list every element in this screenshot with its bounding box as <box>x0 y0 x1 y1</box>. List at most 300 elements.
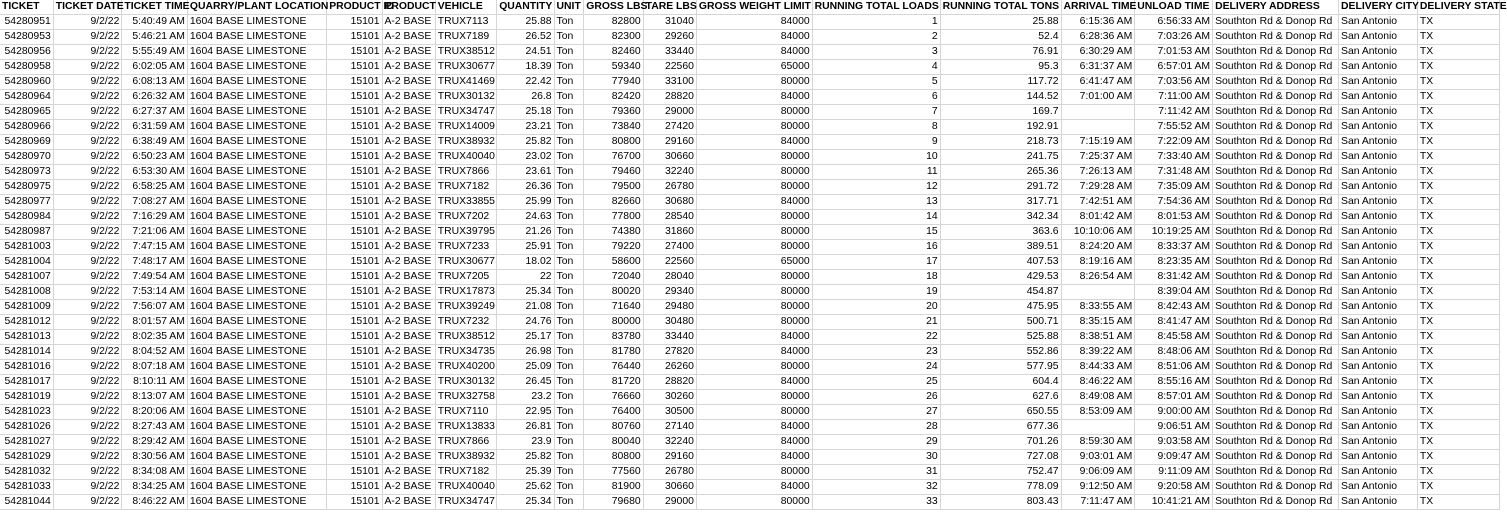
table-cell[interactable]: 54280964 <box>0 90 53 105</box>
table-cell[interactable]: 1604 BASE LIMESTONE <box>187 225 326 240</box>
table-cell[interactable]: 32 <box>812 480 940 495</box>
table-cell[interactable]: 21 <box>812 315 940 330</box>
column-header[interactable]: GROSS LBS <box>584 0 643 15</box>
table-cell[interactable] <box>1061 105 1135 120</box>
table-cell[interactable]: 1604 BASE LIMESTONE <box>187 465 326 480</box>
table-cell[interactable]: 1604 BASE LIMESTONE <box>187 450 326 465</box>
table-cell[interactable]: A-2 BASE <box>382 75 435 90</box>
table-cell[interactable]: A-2 BASE <box>382 495 435 510</box>
table-cell[interactable]: Southton Rd & Donop Rd <box>1213 255 1339 270</box>
table-cell[interactable]: TX <box>1417 480 1499 495</box>
table-cell[interactable]: 429.53 <box>940 270 1061 285</box>
table-cell[interactable]: 15 <box>812 225 940 240</box>
table-cell[interactable]: San Antonio <box>1339 390 1418 405</box>
table-cell[interactable]: A-2 BASE <box>382 450 435 465</box>
table-cell[interactable]: 15101 <box>327 330 382 345</box>
table-cell[interactable]: San Antonio <box>1339 135 1418 150</box>
table-cell[interactable]: 1604 BASE LIMESTONE <box>187 150 326 165</box>
table-cell[interactable]: 54281027 <box>0 435 53 450</box>
table-cell[interactable]: 6:27:37 AM <box>122 105 188 120</box>
table-cell[interactable]: TX <box>1417 120 1499 135</box>
table-cell[interactable]: TX <box>1417 375 1499 390</box>
table-cell[interactable]: Southton Rd & Donop Rd <box>1213 30 1339 45</box>
table-cell[interactable]: Ton <box>554 330 584 345</box>
table-cell[interactable]: 6:53:30 AM <box>122 165 188 180</box>
table-cell[interactable]: 54280951 <box>0 15 53 30</box>
table-cell[interactable]: TX <box>1417 330 1499 345</box>
table-cell[interactable]: San Antonio <box>1339 300 1418 315</box>
table-cell[interactable]: 9/2/22 <box>53 495 122 510</box>
table-cell[interactable]: Ton <box>554 300 584 315</box>
table-cell[interactable]: 79680 <box>584 495 643 510</box>
table-cell[interactable]: 8:44:33 AM <box>1061 360 1135 375</box>
column-header[interactable]: QUANTITY <box>497 0 554 15</box>
table-cell[interactable]: Southton Rd & Donop Rd <box>1213 165 1339 180</box>
table-cell[interactable]: 22560 <box>643 60 696 75</box>
table-cell[interactable]: 218.73 <box>940 135 1061 150</box>
table-cell[interactable]: 80000 <box>696 315 812 330</box>
table-cell[interactable]: 54281016 <box>0 360 53 375</box>
table-cell[interactable]: 7:11:42 AM <box>1135 105 1213 120</box>
column-header[interactable]: PRODUCT <box>382 0 435 15</box>
table-cell[interactable]: 25.17 <box>497 330 554 345</box>
table-cell[interactable]: A-2 BASE <box>382 330 435 345</box>
table-cell[interactable]: TRUX14009 <box>435 120 496 135</box>
table-cell[interactable]: 1604 BASE LIMESTONE <box>187 195 326 210</box>
table-cell[interactable]: 1604 BASE LIMESTONE <box>187 405 326 420</box>
table-cell[interactable]: 9:12:50 AM <box>1061 480 1135 495</box>
table-cell[interactable]: 1604 BASE LIMESTONE <box>187 255 326 270</box>
table-cell[interactable]: San Antonio <box>1339 420 1418 435</box>
table-cell[interactable]: 577.95 <box>940 360 1061 375</box>
column-header[interactable]: DELIVERY STATE <box>1417 0 1499 15</box>
table-cell[interactable]: 778.09 <box>940 480 1061 495</box>
table-cell[interactable]: A-2 BASE <box>382 420 435 435</box>
table-cell[interactable]: 82420 <box>584 90 643 105</box>
table-cell[interactable]: San Antonio <box>1339 450 1418 465</box>
table-cell[interactable]: 650.55 <box>940 405 1061 420</box>
table-cell[interactable]: 84000 <box>696 345 812 360</box>
table-cell[interactable]: TRUX38512 <box>435 330 496 345</box>
table-cell[interactable]: San Antonio <box>1339 30 1418 45</box>
table-cell[interactable]: 29160 <box>643 450 696 465</box>
table-cell[interactable]: 15101 <box>327 90 382 105</box>
table-cell[interactable]: TX <box>1417 420 1499 435</box>
table-cell[interactable]: A-2 BASE <box>382 180 435 195</box>
table-cell[interactable]: Ton <box>554 240 584 255</box>
table-cell[interactable]: 9/2/22 <box>53 270 122 285</box>
table-cell[interactable]: TX <box>1417 495 1499 510</box>
table-cell[interactable]: 74380 <box>584 225 643 240</box>
table-cell[interactable]: 81780 <box>584 345 643 360</box>
table-cell[interactable]: TRUX7110 <box>435 405 496 420</box>
table-cell[interactable]: 9/2/22 <box>53 375 122 390</box>
table-cell[interactable]: 30680 <box>643 195 696 210</box>
table-cell[interactable]: 80000 <box>696 120 812 135</box>
table-cell[interactable]: A-2 BASE <box>382 240 435 255</box>
table-cell[interactable]: 25.34 <box>497 285 554 300</box>
table-cell[interactable]: 25.82 <box>497 450 554 465</box>
table-cell[interactable]: TRUX39795 <box>435 225 496 240</box>
table-cell[interactable]: 82800 <box>584 15 643 30</box>
table-cell[interactable]: 7:25:37 AM <box>1061 150 1135 165</box>
table-cell[interactable]: 9/2/22 <box>53 390 122 405</box>
table-cell[interactable]: 9:11:09 AM <box>1135 465 1213 480</box>
table-cell[interactable]: TRUX17873 <box>435 285 496 300</box>
table-cell[interactable]: San Antonio <box>1339 330 1418 345</box>
table-cell[interactable]: 1604 BASE LIMESTONE <box>187 120 326 135</box>
table-cell[interactable]: A-2 BASE <box>382 225 435 240</box>
table-cell[interactable]: Ton <box>554 150 584 165</box>
column-header[interactable]: UNIT <box>554 0 584 15</box>
table-cell[interactable]: 117.72 <box>940 75 1061 90</box>
table-cell[interactable]: 7:03:56 AM <box>1135 75 1213 90</box>
table-cell[interactable]: 54281003 <box>0 240 53 255</box>
table-cell[interactable]: 8:24:20 AM <box>1061 240 1135 255</box>
table-cell[interactable]: 15101 <box>327 480 382 495</box>
table-cell[interactable]: 1604 BASE LIMESTONE <box>187 270 326 285</box>
table-cell[interactable]: 454.87 <box>940 285 1061 300</box>
table-cell[interactable]: TRUX30132 <box>435 375 496 390</box>
table-cell[interactable]: 77940 <box>584 75 643 90</box>
table-cell[interactable]: 1604 BASE LIMESTONE <box>187 15 326 30</box>
table-cell[interactable]: Ton <box>554 225 584 240</box>
table-cell[interactable]: Ton <box>554 345 584 360</box>
table-cell[interactable]: 30260 <box>643 390 696 405</box>
table-cell[interactable]: 9/2/22 <box>53 60 122 75</box>
table-cell[interactable]: 26780 <box>643 180 696 195</box>
table-cell[interactable]: Ton <box>554 15 584 30</box>
table-cell[interactable]: Southton Rd & Donop Rd <box>1213 270 1339 285</box>
table-cell[interactable]: San Antonio <box>1339 195 1418 210</box>
table-cell[interactable]: 80000 <box>696 240 812 255</box>
table-cell[interactable]: 76400 <box>584 405 643 420</box>
table-cell[interactable]: 95.3 <box>940 60 1061 75</box>
table-cell[interactable]: Ton <box>554 30 584 45</box>
table-cell[interactable]: 7:31:48 AM <box>1135 165 1213 180</box>
table-cell[interactable]: 12 <box>812 180 940 195</box>
table-cell[interactable]: 82660 <box>584 195 643 210</box>
table-cell[interactable]: 15101 <box>327 285 382 300</box>
table-cell[interactable]: 8:55:16 AM <box>1135 375 1213 390</box>
table-cell[interactable]: 727.08 <box>940 450 1061 465</box>
table-cell[interactable]: 76440 <box>584 360 643 375</box>
table-cell[interactable]: 9/2/22 <box>53 450 122 465</box>
column-header[interactable]: UNLOAD TIME <box>1135 0 1213 15</box>
table-cell[interactable]: 407.53 <box>940 255 1061 270</box>
table-cell[interactable]: Southton Rd & Donop Rd <box>1213 405 1339 420</box>
table-cell[interactable]: San Antonio <box>1339 375 1418 390</box>
table-cell[interactable]: 52.4 <box>940 30 1061 45</box>
table-cell[interactable]: TX <box>1417 450 1499 465</box>
table-cell[interactable]: 1604 BASE LIMESTONE <box>187 300 326 315</box>
table-cell[interactable]: San Antonio <box>1339 60 1418 75</box>
table-cell[interactable]: Southton Rd & Donop Rd <box>1213 45 1339 60</box>
table-cell[interactable]: A-2 BASE <box>382 105 435 120</box>
table-cell[interactable]: 8:26:54 AM <box>1061 270 1135 285</box>
table-cell[interactable]: 265.36 <box>940 165 1061 180</box>
column-header[interactable]: TICKET TIME <box>122 0 188 15</box>
table-cell[interactable]: 9/2/22 <box>53 315 122 330</box>
table-cell[interactable]: 17 <box>812 255 940 270</box>
table-cell[interactable]: 1604 BASE LIMESTONE <box>187 435 326 450</box>
table-cell[interactable]: TX <box>1417 45 1499 60</box>
table-cell[interactable]: 9/2/22 <box>53 240 122 255</box>
table-cell[interactable]: Ton <box>554 180 584 195</box>
table-cell[interactable]: 28820 <box>643 375 696 390</box>
table-cell[interactable]: 8:57:01 AM <box>1135 390 1213 405</box>
table-cell[interactable]: 604.4 <box>940 375 1061 390</box>
table-cell[interactable]: 9/2/22 <box>53 480 122 495</box>
table-cell[interactable]: TX <box>1417 150 1499 165</box>
table-cell[interactable]: 79220 <box>584 240 643 255</box>
table-cell[interactable]: 26780 <box>643 465 696 480</box>
table-cell[interactable]: 29000 <box>643 105 696 120</box>
column-header[interactable]: RUNNING TOTAL LOADS <box>812 0 940 15</box>
table-cell[interactable]: 29000 <box>643 495 696 510</box>
table-cell[interactable]: 54280987 <box>0 225 53 240</box>
table-cell[interactable]: 84000 <box>696 450 812 465</box>
table-cell[interactable]: 15101 <box>327 450 382 465</box>
table-cell[interactable]: 76660 <box>584 390 643 405</box>
table-cell[interactable]: San Antonio <box>1339 495 1418 510</box>
table-cell[interactable]: 5:46:21 AM <box>122 30 188 45</box>
table-cell[interactable]: Southton Rd & Donop Rd <box>1213 435 1339 450</box>
table-cell[interactable]: 27420 <box>643 120 696 135</box>
table-cell[interactable]: San Antonio <box>1339 315 1418 330</box>
table-cell[interactable]: Ton <box>554 105 584 120</box>
table-cell[interactable]: 15101 <box>327 270 382 285</box>
table-cell[interactable]: Ton <box>554 75 584 90</box>
table-cell[interactable]: TX <box>1417 210 1499 225</box>
table-cell[interactable]: 1604 BASE LIMESTONE <box>187 315 326 330</box>
table-cell[interactable]: 9/2/22 <box>53 360 122 375</box>
table-cell[interactable]: San Antonio <box>1339 165 1418 180</box>
table-cell[interactable]: TRUX40200 <box>435 360 496 375</box>
table-cell[interactable]: A-2 BASE <box>382 210 435 225</box>
table-cell[interactable]: 14 <box>812 210 940 225</box>
table-cell[interactable]: 26.36 <box>497 180 554 195</box>
table-cell[interactable]: 80800 <box>584 135 643 150</box>
table-cell[interactable]: San Antonio <box>1339 345 1418 360</box>
table-cell[interactable]: 8:01:57 AM <box>122 315 188 330</box>
table-cell[interactable]: 65000 <box>696 60 812 75</box>
table-cell[interactable]: TX <box>1417 180 1499 195</box>
table-cell[interactable]: 15101 <box>327 420 382 435</box>
table-cell[interactable]: 27 <box>812 405 940 420</box>
table-cell[interactable]: 7:55:52 AM <box>1135 120 1213 135</box>
table-cell[interactable]: 29480 <box>643 300 696 315</box>
table-cell[interactable]: 1604 BASE LIMESTONE <box>187 285 326 300</box>
table-cell[interactable]: TRUX34747 <box>435 105 496 120</box>
table-cell[interactable]: 58600 <box>584 255 643 270</box>
table-cell[interactable]: 29260 <box>643 30 696 45</box>
table-cell[interactable]: 54281017 <box>0 375 53 390</box>
table-cell[interactable]: 28820 <box>643 90 696 105</box>
table-cell[interactable]: 500.71 <box>940 315 1061 330</box>
table-cell[interactable]: Southton Rd & Donop Rd <box>1213 105 1339 120</box>
table-cell[interactable]: A-2 BASE <box>382 255 435 270</box>
table-cell[interactable]: 1604 BASE LIMESTONE <box>187 240 326 255</box>
table-cell[interactable]: 54280960 <box>0 75 53 90</box>
table-cell[interactable]: TRUX7113 <box>435 15 496 30</box>
table-cell[interactable]: San Antonio <box>1339 285 1418 300</box>
table-cell[interactable]: San Antonio <box>1339 105 1418 120</box>
table-cell[interactable]: 1604 BASE LIMESTONE <box>187 180 326 195</box>
table-cell[interactable]: Southton Rd & Donop Rd <box>1213 240 1339 255</box>
table-cell[interactable]: 7:48:17 AM <box>122 255 188 270</box>
table-cell[interactable]: 8:48:06 AM <box>1135 345 1213 360</box>
table-cell[interactable]: 30 <box>812 450 940 465</box>
table-cell[interactable]: 1604 BASE LIMESTONE <box>187 105 326 120</box>
table-cell[interactable]: Ton <box>554 285 584 300</box>
table-cell[interactable]: Southton Rd & Donop Rd <box>1213 195 1339 210</box>
table-cell[interactable]: TRUX38932 <box>435 450 496 465</box>
table-cell[interactable]: 6:31:59 AM <box>122 120 188 135</box>
table-cell[interactable]: 25.34 <box>497 495 554 510</box>
column-header[interactable]: ARRIVAL TIME <box>1061 0 1135 15</box>
table-cell[interactable]: 7:21:06 AM <box>122 225 188 240</box>
table-cell[interactable]: 80000 <box>696 180 812 195</box>
table-cell[interactable]: 29340 <box>643 285 696 300</box>
table-cell[interactable]: 8:19:16 AM <box>1061 255 1135 270</box>
table-cell[interactable]: 389.51 <box>940 240 1061 255</box>
table-cell[interactable]: Ton <box>554 270 584 285</box>
table-cell[interactable]: 25 <box>812 375 940 390</box>
table-cell[interactable]: Southton Rd & Donop Rd <box>1213 15 1339 30</box>
table-cell[interactable]: 8:34:25 AM <box>122 480 188 495</box>
column-header[interactable]: PRODUCT ID <box>327 0 382 15</box>
table-cell[interactable]: 10:19:25 AM <box>1135 225 1213 240</box>
table-cell[interactable]: 54281023 <box>0 405 53 420</box>
table-cell[interactable]: 9:03:58 AM <box>1135 435 1213 450</box>
table-cell[interactable]: Ton <box>554 465 584 480</box>
table-cell[interactable]: 8:31:42 AM <box>1135 270 1213 285</box>
table-cell[interactable]: 8:02:35 AM <box>122 330 188 345</box>
table-cell[interactable]: 9/2/22 <box>53 30 122 45</box>
table-cell[interactable]: 6 <box>812 90 940 105</box>
table-cell[interactable]: 4 <box>812 60 940 75</box>
table-cell[interactable]: 8:10:11 AM <box>122 375 188 390</box>
column-header[interactable]: TICKET DATE <box>53 0 122 15</box>
table-cell[interactable]: 15101 <box>327 360 382 375</box>
table-cell[interactable]: 5:55:49 AM <box>122 45 188 60</box>
table-cell[interactable]: 54281013 <box>0 330 53 345</box>
table-cell[interactable]: TRUX30677 <box>435 60 496 75</box>
table-cell[interactable]: 1604 BASE LIMESTONE <box>187 210 326 225</box>
table-cell[interactable]: A-2 BASE <box>382 135 435 150</box>
table-cell[interactable]: 54280984 <box>0 210 53 225</box>
table-cell[interactable]: 9/2/22 <box>53 210 122 225</box>
table-cell[interactable]: TX <box>1417 390 1499 405</box>
table-cell[interactable]: 54280973 <box>0 165 53 180</box>
table-cell[interactable]: 80000 <box>696 390 812 405</box>
table-cell[interactable]: 54280953 <box>0 30 53 45</box>
table-cell[interactable]: 18 <box>812 270 940 285</box>
table-cell[interactable]: San Antonio <box>1339 90 1418 105</box>
table-cell[interactable]: 8:49:08 AM <box>1061 390 1135 405</box>
table-cell[interactable]: A-2 BASE <box>382 60 435 75</box>
table-cell[interactable]: TRUX40040 <box>435 150 496 165</box>
table-cell[interactable]: 26 <box>812 390 940 405</box>
table-cell[interactable]: 16 <box>812 240 940 255</box>
column-header[interactable]: DELIVERY ADDRESS <box>1213 0 1339 15</box>
table-cell[interactable]: 7:16:29 AM <box>122 210 188 225</box>
table-cell[interactable]: 7:15:19 AM <box>1061 135 1135 150</box>
table-cell[interactable]: 9:00:00 AM <box>1135 405 1213 420</box>
table-cell[interactable]: 54280975 <box>0 180 53 195</box>
table-cell[interactable]: 9/2/22 <box>53 465 122 480</box>
table-cell[interactable]: TRUX34735 <box>435 345 496 360</box>
table-cell[interactable]: Ton <box>554 450 584 465</box>
table-cell[interactable]: 8:30:56 AM <box>122 450 188 465</box>
table-cell[interactable]: 23 <box>812 345 940 360</box>
table-cell[interactable]: 677.36 <box>940 420 1061 435</box>
table-cell[interactable]: A-2 BASE <box>382 270 435 285</box>
table-cell[interactable]: 22.42 <box>497 75 554 90</box>
table-cell[interactable]: 1604 BASE LIMESTONE <box>187 375 326 390</box>
table-cell[interactable]: 33440 <box>643 45 696 60</box>
table-cell[interactable]: 26.8 <box>497 90 554 105</box>
table-cell[interactable]: 8:42:43 AM <box>1135 300 1213 315</box>
table-cell[interactable]: 29 <box>812 435 940 450</box>
table-cell[interactable]: 7:11:00 AM <box>1135 90 1213 105</box>
table-cell[interactable]: 15101 <box>327 435 382 450</box>
column-header[interactable]: TICKET <box>0 0 53 15</box>
table-cell[interactable]: 33440 <box>643 330 696 345</box>
table-cell[interactable]: 8:07:18 AM <box>122 360 188 375</box>
table-cell[interactable]: San Antonio <box>1339 210 1418 225</box>
table-cell[interactable]: 77800 <box>584 210 643 225</box>
table-cell[interactable]: 81720 <box>584 375 643 390</box>
table-cell[interactable]: 54281012 <box>0 315 53 330</box>
column-header[interactable]: QUARRY/PLANT LOCATION <box>187 0 326 15</box>
table-cell[interactable]: TX <box>1417 435 1499 450</box>
table-cell[interactable]: 20 <box>812 300 940 315</box>
table-cell[interactable]: 30500 <box>643 405 696 420</box>
table-cell[interactable]: TX <box>1417 90 1499 105</box>
table-cell[interactable]: 24 <box>812 360 940 375</box>
table-cell[interactable]: TX <box>1417 465 1499 480</box>
table-cell[interactable]: 21.08 <box>497 300 554 315</box>
table-cell[interactable]: 23.02 <box>497 150 554 165</box>
table-cell[interactable]: 701.26 <box>940 435 1061 450</box>
table-cell[interactable]: Ton <box>554 435 584 450</box>
table-cell[interactable]: 15101 <box>327 465 382 480</box>
column-header[interactable]: GROSS WEIGHT LIMIT <box>696 0 812 15</box>
table-cell[interactable]: 23.61 <box>497 165 554 180</box>
table-cell[interactable]: 9:03:01 AM <box>1061 450 1135 465</box>
table-cell[interactable]: 9/2/22 <box>53 45 122 60</box>
table-cell[interactable]: 25.09 <box>497 360 554 375</box>
table-cell[interactable]: TX <box>1417 300 1499 315</box>
table-cell[interactable]: San Antonio <box>1339 180 1418 195</box>
table-cell[interactable]: 1604 BASE LIMESTONE <box>187 45 326 60</box>
table-cell[interactable]: San Antonio <box>1339 75 1418 90</box>
table-cell[interactable]: 25.82 <box>497 135 554 150</box>
table-cell[interactable]: A-2 BASE <box>382 165 435 180</box>
table-cell[interactable]: 82460 <box>584 45 643 60</box>
table-cell[interactable]: 15101 <box>327 405 382 420</box>
table-cell[interactable]: 9:06:09 AM <box>1061 465 1135 480</box>
table-cell[interactable]: San Antonio <box>1339 480 1418 495</box>
table-cell[interactable]: 54281009 <box>0 300 53 315</box>
table-cell[interactable]: 317.71 <box>940 195 1061 210</box>
table-cell[interactable]: 9:20:58 AM <box>1135 480 1213 495</box>
table-cell[interactable]: A-2 BASE <box>382 390 435 405</box>
table-cell[interactable]: 80800 <box>584 450 643 465</box>
table-cell[interactable]: TRUX7189 <box>435 30 496 45</box>
